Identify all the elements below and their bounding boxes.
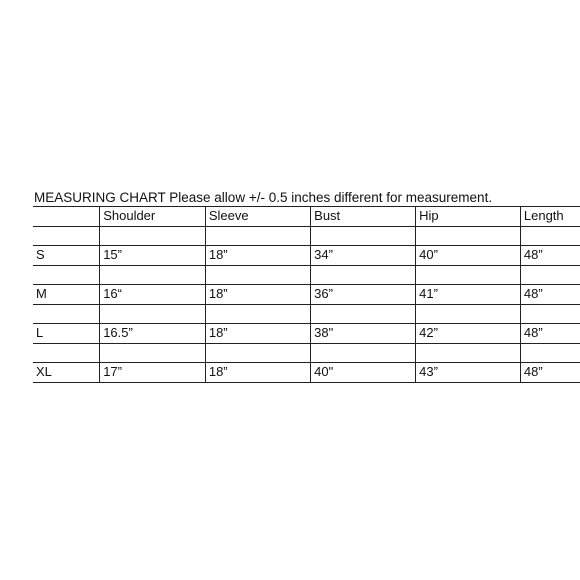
header-cell-sleeve: Sleeve — [205, 207, 310, 227]
spacer-row — [33, 343, 580, 363]
chart-caption: MEASURING CHART Please allow +/- 0.5 inches different for measurement. — [34, 190, 493, 205]
empty-cell — [520, 265, 580, 285]
size-cell: L — [33, 324, 100, 344]
sleeve-cell: 18” — [205, 363, 310, 383]
size-cell: S — [33, 246, 100, 266]
empty-cell — [33, 226, 100, 246]
size-cell: M — [33, 285, 100, 305]
table-row-s — [33, 246, 580, 266]
spacer-row — [33, 304, 580, 324]
empty-cell — [205, 343, 310, 363]
bust-cell: 40" — [311, 363, 416, 383]
hip-cell: 41” — [416, 285, 521, 305]
header-cell-hip: Hip — [416, 207, 521, 227]
measuring-chart-table — [33, 206, 580, 383]
table-row-m — [33, 285, 580, 305]
empty-cell — [416, 226, 521, 246]
empty-cell — [520, 226, 580, 246]
hip-cell: 42” — [416, 324, 521, 344]
empty-cell — [520, 343, 580, 363]
shoulder-cell: 16.5” — [100, 324, 206, 344]
length-cell: 48” — [520, 363, 580, 383]
header-cell-bust: Bust — [311, 207, 416, 227]
empty-cell — [33, 265, 100, 285]
shoulder-cell: 17” — [100, 363, 206, 383]
length-cell: 48” — [520, 324, 580, 344]
empty-cell — [100, 304, 206, 324]
shoulder-cell: 16“ — [100, 285, 206, 305]
length-cell: 48” — [520, 285, 580, 305]
empty-cell — [100, 265, 206, 285]
empty-cell — [416, 343, 521, 363]
empty-cell — [416, 304, 521, 324]
hip-cell: 40” — [416, 246, 521, 266]
empty-cell — [520, 304, 580, 324]
empty-cell — [205, 304, 310, 324]
empty-cell — [205, 226, 310, 246]
shoulder-cell: 15” — [100, 246, 206, 266]
bust-cell: 34” — [311, 246, 416, 266]
length-cell: 48” — [520, 246, 580, 266]
table-row-l — [33, 324, 580, 344]
empty-cell — [311, 304, 416, 324]
header-row — [33, 207, 580, 227]
empty-cell — [33, 343, 100, 363]
sleeve-cell: 18” — [205, 246, 310, 266]
bust-cell: 38" — [311, 324, 416, 344]
hip-cell: 43” — [416, 363, 521, 383]
table-row-xl — [33, 363, 580, 383]
empty-cell — [205, 265, 310, 285]
header-cell-shoulder: Shoulder — [100, 207, 206, 227]
empty-cell — [311, 265, 416, 285]
size-cell: XL — [33, 363, 100, 383]
empty-cell — [100, 343, 206, 363]
spacer-row — [33, 265, 580, 285]
header-cell-size — [33, 207, 100, 227]
spacer-row — [33, 226, 580, 246]
sleeve-cell: 18” — [205, 285, 310, 305]
header-cell-length: Length — [520, 207, 580, 227]
empty-cell — [311, 226, 416, 246]
empty-cell — [416, 265, 521, 285]
sleeve-cell: 18” — [205, 324, 310, 344]
bust-cell: 36” — [311, 285, 416, 305]
empty-cell — [100, 226, 206, 246]
empty-cell — [33, 304, 100, 324]
empty-cell — [311, 343, 416, 363]
